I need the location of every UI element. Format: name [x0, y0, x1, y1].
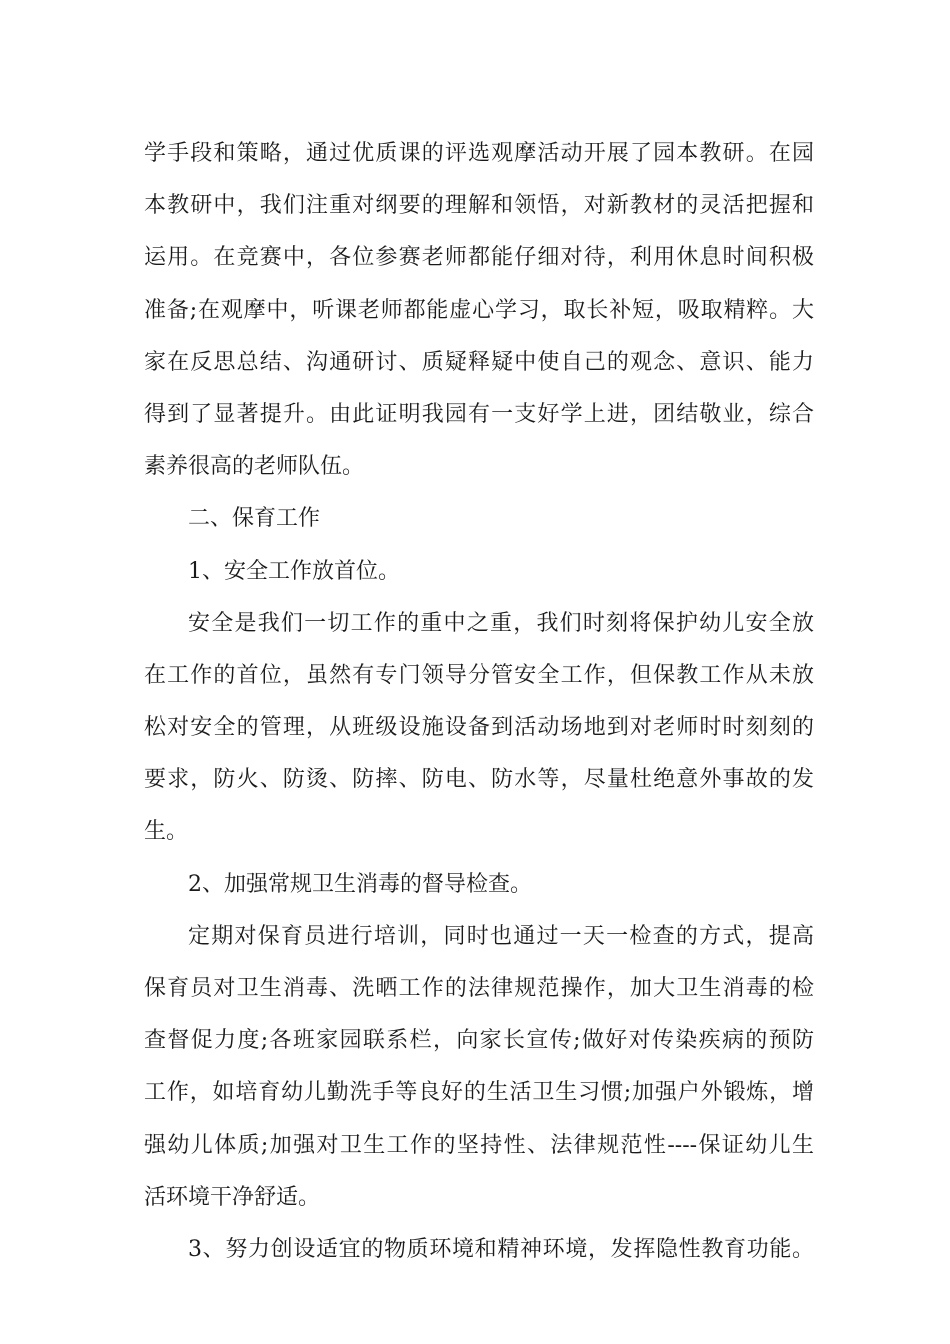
- text-line: 运用。在竞赛中，各位参赛老师都能仔细对待，利用休息时间积极: [144, 245, 814, 271]
- text-line: 二、保育工作: [188, 506, 321, 532]
- text-line: 强幼儿体质;加强对卫生工作的坚持性、法律规范性----保证幼儿生: [144, 1132, 814, 1158]
- text-line: 查督促力度;各班家园联系栏，向家长宣传;做好对传染疾病的预防: [144, 1028, 814, 1054]
- document-body: [144, 128, 814, 1276]
- text-line: 要求，防火、防烫、防摔、防电、防水等，尽量杜绝意外事故的发: [144, 767, 814, 793]
- text-line: 得到了显著提升。由此证明我园有一支好学上进，团结敬业，综合: [144, 401, 814, 427]
- text-line: 准备;在观摩中，听课老师都能虚心学习，取长补短，吸取精粹。大: [144, 297, 814, 323]
- text-line: 工作，如培育幼儿勤洗手等良好的生活卫生习惯;加强户外锻炼，增: [144, 1080, 814, 1106]
- text-line: 1、安全工作放首位。: [188, 558, 400, 584]
- text-line: 素养很高的老师队伍。: [144, 454, 365, 480]
- text-line: 定期对保育员进行培训，同时也通过一天一检查的方式，提高: [188, 923, 814, 949]
- text-line: 活环境干净舒适。: [144, 1184, 321, 1210]
- text-line: 学手段和策略，通过优质课的评选观摩活动开展了园本教研。在园: [144, 141, 814, 166]
- text-line: 3、努力创设适宜的物质环境和精神环境，发挥隐性教育功能。: [188, 1236, 814, 1262]
- text-line: 在工作的首位，虽然有专门领导分管安全工作，但保教工作从未放: [144, 662, 814, 688]
- text-line: 松对安全的管理，从班级设施设备到活动场地到对老师时时刻刻的: [144, 715, 814, 741]
- text-line: 2、加强常规卫生消毒的督导检查。: [188, 871, 532, 897]
- text-line: 本教研中，我们注重对纲要的理解和领悟，对新教材的灵活把握和: [144, 193, 814, 219]
- text-line: 保育员对卫生消毒、洗晒工作的法律规范操作，加大卫生消毒的检: [144, 976, 814, 1001]
- text-line: 安全是我们一切工作的重中之重，我们时刻将保护幼儿安全放: [188, 610, 814, 636]
- text-line: 家在反思总结、沟通研讨、质疑释疑中使自己的观念、意识、能力: [144, 349, 814, 375]
- text-line: 生。: [144, 819, 189, 845]
